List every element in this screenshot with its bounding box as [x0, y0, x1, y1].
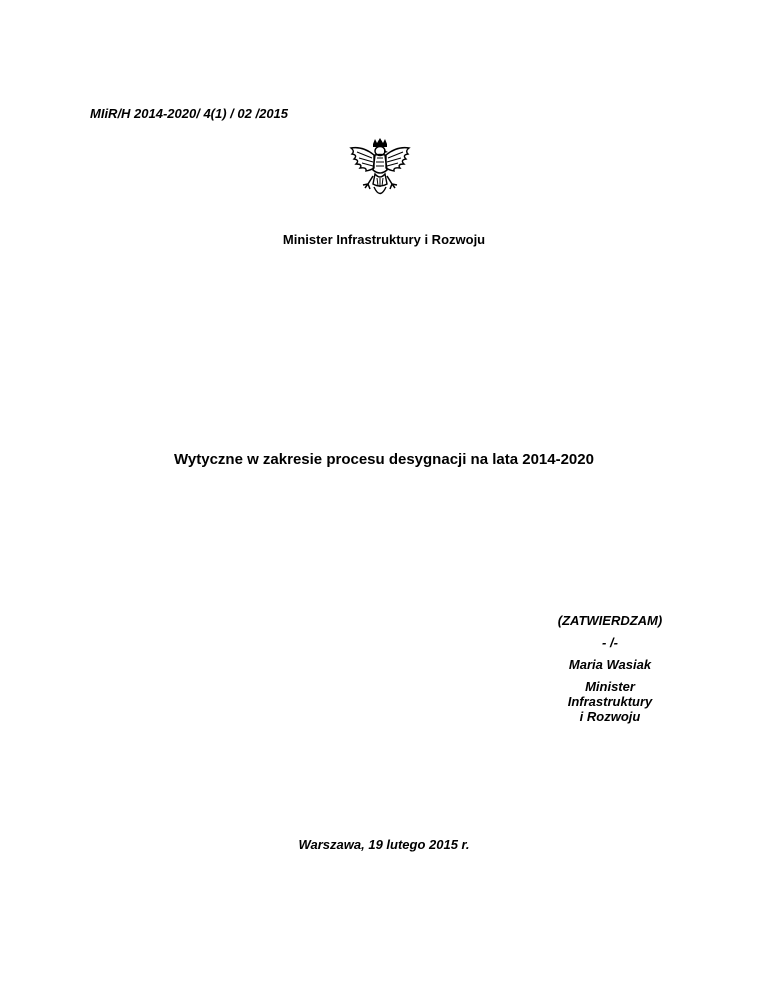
- approval-block: [545, 613, 675, 724]
- place-and-date: Warszawa, 19 lutego 2015 r.: [298, 837, 470, 852]
- signatory-position-line2: Infrastruktury: [567, 694, 653, 709]
- approval-label: (ZATWIERDZAM): [557, 613, 663, 628]
- signature-mark: - /-: [602, 635, 618, 650]
- document-title: Wytyczne w zakresie procesu desygnacji na lata 2014-2020: [174, 451, 594, 468]
- signatory-position-line3: i Rozwoju: [579, 709, 641, 724]
- signatory-name: Maria Wasiak: [568, 657, 652, 672]
- signatory-position-line1: Minister: [585, 679, 635, 694]
- issuing-authority: Minister Infrastruktury i Rozwoju: [282, 232, 486, 247]
- polish-eagle-emblem-icon: [343, 138, 417, 200]
- document-reference: MIiR/H 2014-2020/ 4(1) / 02 /2015: [90, 106, 289, 121]
